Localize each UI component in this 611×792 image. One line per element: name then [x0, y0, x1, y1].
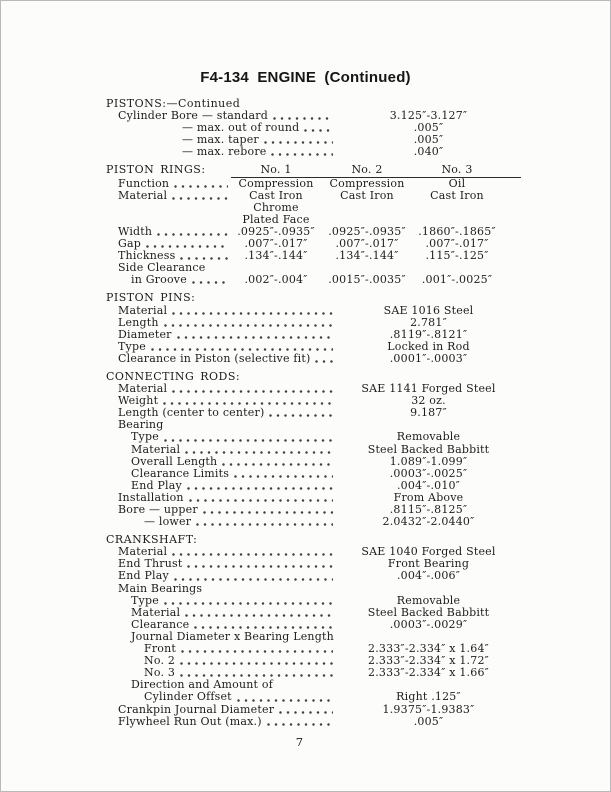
row-value: 2.333″-2.334″ x 1.66″ — [368, 666, 489, 680]
spec-row — [106, 595, 521, 607]
row-value: SAE 1016 Steel — [383, 303, 474, 317]
row-label: Material — [131, 605, 181, 619]
row-label: — max. rebore — [182, 145, 267, 159]
spec-row — [106, 704, 521, 716]
cell-value: Cast Iron — [249, 188, 303, 202]
cell-value: Compression — [238, 176, 314, 190]
row-value: 1.9375″-1.9383″ — [382, 702, 475, 716]
cell-value: .134″-.144″ — [244, 249, 308, 263]
spec-row — [106, 353, 521, 365]
row-value: 2.333″-2.334″ x 1.64″ — [368, 642, 489, 656]
section-heading: CONNECTING RODS: — [106, 369, 241, 383]
cell-value — [321, 202, 413, 214]
row-label: Material — [118, 188, 168, 202]
dot-leader — [180, 674, 333, 677]
row-label: No. 3 — [144, 666, 176, 680]
rings-row — [106, 178, 521, 190]
spec-row — [106, 134, 521, 146]
dot-leader — [237, 699, 333, 702]
rings-table — [106, 164, 521, 286]
row-label: Material — [131, 442, 181, 456]
section-heading: CRANKSHAFT: — [106, 533, 198, 547]
rule-end-spacer — [501, 164, 521, 176]
section-heading: PISTONS:—Continued — [106, 97, 241, 110]
spec-row — [106, 570, 521, 582]
rule-end-spacer — [501, 274, 521, 286]
row-value: .004″-.010″ — [396, 478, 461, 492]
row-label: Front — [144, 642, 177, 656]
column-header: No. 2 — [351, 163, 383, 177]
row-label: Overall Length — [131, 454, 218, 468]
row-label: Direction and Amount of — [131, 678, 273, 692]
row-label: End Play — [131, 478, 182, 492]
page-number: 7 — [295, 735, 304, 749]
row-label: Clearance in Piston (selective fit) — [118, 351, 311, 365]
row-value: Locked in Rod — [387, 339, 470, 353]
spec-row — [106, 716, 521, 728]
row-label: End Play — [118, 569, 169, 583]
row-label: — max. taper — [182, 133, 259, 147]
row-label: Main Bearings — [118, 581, 203, 595]
row-label: Length (center to center) — [118, 406, 265, 420]
page-title: F4-134 ENGINE (Continued) — [200, 69, 411, 86]
cell-value: .002″-.004″ — [244, 273, 308, 287]
spec-section — [106, 98, 521, 158]
dot-leader — [194, 626, 333, 629]
row-value: 2.0432″-2.0440″ — [382, 515, 475, 529]
dot-leader — [172, 553, 333, 556]
row-value: Right .125″ — [396, 690, 461, 704]
row-label: Material — [118, 303, 168, 317]
row-value: Steel Backed Babbitt — [367, 442, 490, 456]
spec-blocks — [106, 98, 521, 728]
cell-value: Cast Iron — [340, 188, 394, 202]
dot-leader — [222, 463, 333, 466]
spec-row — [106, 110, 521, 122]
cell-value — [413, 202, 501, 214]
row-label: Material — [118, 545, 168, 559]
row-value: 2.781″ — [410, 315, 447, 329]
row-label: Clearance — [131, 617, 190, 631]
row-value: .040″ — [413, 145, 444, 159]
cell-value: .134″-.144″ — [335, 249, 399, 263]
row-value: .005″ — [413, 121, 444, 135]
row-value: Front Bearing — [387, 557, 470, 571]
row-label: End Thrust — [118, 557, 183, 571]
dot-leader — [164, 602, 333, 605]
dot-leader — [163, 402, 333, 405]
dot-leader — [271, 153, 333, 156]
cell-value: Plated Face — [242, 212, 310, 226]
dot-leader — [172, 312, 333, 315]
cell-value: .007″-.017″ — [425, 237, 489, 251]
row-label: in Groove — [131, 273, 187, 287]
spec-row — [106, 691, 521, 703]
row-label: Bearing — [118, 418, 164, 432]
dot-leader — [189, 499, 333, 502]
dot-leader — [164, 439, 333, 442]
dot-leader — [264, 141, 333, 144]
rule-end-spacer — [501, 178, 521, 190]
spec-row — [106, 583, 521, 595]
rule-end-spacer — [501, 202, 521, 214]
row-label: — max. out of round — [182, 121, 300, 135]
row-value: .005″ — [413, 133, 444, 147]
spec-row — [106, 456, 521, 468]
row-label: Journal Diameter x Bearing Length — [131, 629, 334, 643]
row-label: — lower — [144, 515, 192, 529]
row-label: Width — [118, 224, 153, 238]
cell-value: .001″-.0025″ — [421, 273, 493, 287]
row-value: 3.125″-3.127″ — [389, 109, 468, 123]
row-label: Installation — [118, 490, 184, 504]
dot-leader — [172, 390, 333, 393]
dot-leader — [185, 451, 333, 454]
dot-leader — [157, 233, 228, 236]
row-value: .0003″-.0029″ — [389, 617, 468, 631]
row-value: .0001″-.0003″ — [389, 351, 468, 365]
cell-value: Cast Iron — [430, 188, 484, 202]
row-value: 9.187″ — [410, 406, 447, 420]
cell-value: .007″-.017″ — [244, 237, 308, 251]
rule-end-spacer — [501, 214, 521, 226]
row-label: Diameter — [118, 327, 172, 341]
spec-row — [106, 329, 521, 341]
row-value: Steel Backed Babbitt — [367, 605, 490, 619]
spec-row — [106, 407, 521, 419]
column-header: No. 3 — [441, 163, 473, 177]
row-label: Cylinder Offset — [144, 690, 232, 704]
rings-row — [106, 274, 521, 286]
dot-leader — [279, 711, 333, 714]
rings-column-headers — [231, 164, 521, 177]
dot-leader — [174, 578, 333, 581]
row-label: Cylinder Bore — standard — [118, 109, 268, 123]
row-value: Removable — [396, 593, 461, 607]
dot-leader — [203, 511, 333, 514]
row-value: .004″-.006″ — [396, 569, 461, 583]
cell-value: .115″-.125″ — [425, 249, 489, 263]
row-value: .8115″-.8125″ — [389, 503, 468, 516]
row-label: Type — [118, 339, 146, 353]
rule-end-spacer — [501, 238, 521, 250]
spec-row — [106, 305, 521, 317]
rule-end-spacer — [501, 226, 521, 238]
dot-leader — [151, 348, 333, 351]
row-value: Removable — [396, 430, 461, 444]
dot-leader — [273, 117, 333, 120]
spec-section — [106, 534, 521, 728]
row-label: Type — [131, 593, 159, 607]
row-value: .8119″-.8121″ — [389, 327, 468, 341]
dot-leader — [172, 197, 228, 200]
column-header: No. 1 — [260, 163, 292, 177]
row-value: 32 oz. — [411, 394, 446, 408]
row-value: 2.333″-2.334″ x 1.72″ — [368, 654, 489, 668]
spec-row — [106, 383, 521, 395]
dot-leader — [269, 414, 333, 417]
spec-row — [106, 516, 521, 528]
row-label: Clearance Limits — [131, 466, 230, 480]
dot-leader — [177, 336, 333, 339]
spec-row — [106, 468, 521, 480]
row-label: Material — [118, 382, 168, 396]
row-label: Length — [118, 315, 159, 329]
dot-leader — [267, 723, 333, 726]
cell-value: Compression — [329, 176, 405, 190]
cell-value: Oil — [448, 176, 466, 190]
dot-leader — [146, 245, 228, 248]
row-label: Bore — upper — [118, 503, 198, 516]
rings-header-row — [106, 164, 521, 177]
cell-value: .007″-.017″ — [335, 237, 399, 251]
dot-leader — [187, 565, 333, 568]
row-label: Type — [131, 430, 159, 444]
dot-leader — [196, 523, 333, 526]
row-label: Gap — [118, 237, 141, 251]
row-value: SAE 1141 Forged Steel — [361, 382, 496, 396]
spec-section — [106, 292, 521, 365]
row-label: Weight — [118, 394, 159, 408]
rings-row — [106, 190, 521, 202]
cell-value: Chrome — [253, 200, 299, 214]
cell-value: .0925″-.0935″ — [237, 224, 315, 238]
dot-leader — [180, 257, 228, 260]
cell-value: .0015″-.0035″ — [328, 273, 406, 287]
spec-row — [106, 317, 521, 329]
row-label: Function — [118, 176, 170, 190]
dot-leader — [192, 281, 228, 284]
dot-leader — [181, 650, 333, 653]
section-heading: PISTON RINGS: — [106, 163, 206, 177]
spec-row — [106, 122, 521, 134]
dot-leader — [315, 360, 333, 363]
cell-value: .0925″-.0935″ — [328, 224, 406, 238]
spec-row — [106, 444, 521, 456]
row-value: 1.089″-1.099″ — [389, 454, 468, 468]
rings-row — [106, 202, 521, 214]
dot-leader — [187, 487, 333, 490]
spec-section — [106, 371, 521, 528]
dot-leader — [174, 185, 228, 188]
row-label: Side Clearance — [118, 261, 206, 275]
dot-leader — [180, 662, 333, 665]
row-label: Crankpin Journal Diameter — [118, 702, 275, 716]
rule-end-spacer — [501, 250, 521, 262]
row-label: Thickness — [118, 249, 176, 263]
cell-value: .1860″-.1865″ — [418, 224, 496, 238]
row-value: .005″ — [413, 714, 444, 728]
spec-row — [106, 146, 521, 158]
rule-end-spacer — [501, 190, 521, 202]
section-heading: PISTON PINS: — [106, 291, 196, 305]
dot-leader — [234, 475, 333, 478]
row-label: No. 2 — [144, 654, 176, 668]
row-label: Flywheel Run Out (max.) — [118, 714, 262, 728]
row-value: SAE 1040 Forged Steel — [361, 545, 496, 559]
row-value: .0003″-.0025″ — [389, 466, 468, 480]
dot-leader — [304, 129, 333, 132]
dot-leader — [185, 614, 333, 617]
dot-leader — [164, 324, 333, 327]
row-value: From Above — [393, 490, 464, 504]
spec-row — [106, 431, 521, 443]
